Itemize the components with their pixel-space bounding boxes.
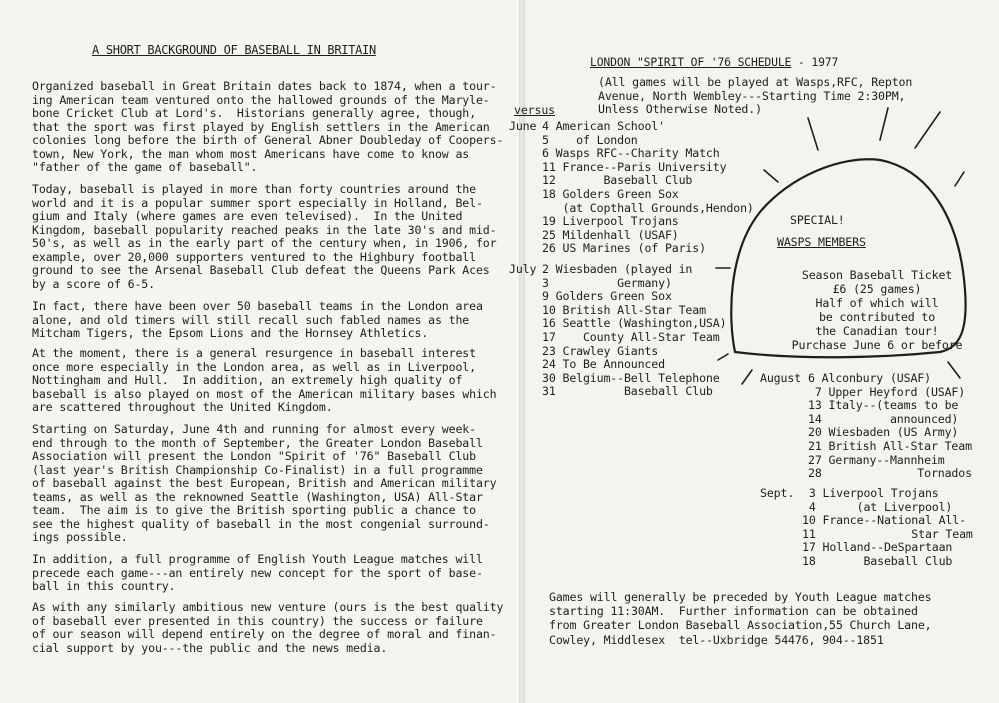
special-offer: Season Baseball Ticket £6 (25 games) Half of which will be contributed to the Canadian tour! Purchase June 6 or before (791, 268, 963, 352)
article-heading: A SHORT BACKGROUND OF BASEBALL IN BRITAIN (92, 43, 376, 57)
august-label: August (760, 371, 801, 385)
paragraph-london-teams: In fact, there have been over 50 baseball teams in the London area alone, and old timers will still recall such fabled names as the Mitcham Tigers, the Epsom Lions and the Hornsey Athletics. (32, 299, 483, 340)
paragraph-history: Organized baseball in Great Britain dates back to 1874, when a tour- ing American team ventured onto the hallowed grounds of the Maryle- bone Cricket Club at Lord's. Historians generally agree, though, that the sport was first played by English settlers in the American colonies long before the birth of General Abner Doubleday of Coopers- town, New York, the man whom most Americans have come to know as "father of the game of baseball". (32, 79, 504, 174)
paragraph-youth-league: In addition, a full programme of English Youth League matches will precede each game---an entirely new concept for the sport of base- ball in this country. (32, 552, 483, 593)
schedule-heading-title: LONDON "SPIRIT OF '76 SCHEDULE (590, 55, 792, 69)
july-label: July (509, 262, 537, 276)
june-games: 4 American School' 5 of London 6 Wasps RFC--Charity Match 11 France--Paris University 12 Baseball Club 18 Golders Green Sox (at Copthall Grounds,Hendon) 19 Liverpool Trojans 25 Mildenhall (USAF) 26 US Marines (of Paris) (542, 119, 754, 256)
paragraph-support: As with any similarly ambitious new venture (ours is the best quality of baseball ever presented in this country) the success or failure of our season will depend entirely on the degree of moral and finan- cial support by you---the public and the news media. (32, 600, 504, 655)
versus-label: versus (514, 103, 555, 117)
august-games: 6 Alconbury (USAF) 7 Upper Heyford (USAF) 13 Italy--(teams to be 14 announced) 20 Wiesbaden (US Army) 21 British All-Star Team 27 Germany--Mannheim 28 Tornados (808, 371, 972, 481)
paragraph-season: Starting on Saturday, June 4th and running for almost every week- end through to the month of September, the Greater London Baseball Association will present the London "Spirit of '76" Baseball Club (last year's British Championship Co-Finalist) in a full programme of baseball against the best European, British and American military teams, as well as the reknowned Seattle (Washington, USA) All-Star team. The aim is to give the British sporting public a chance to see the highest quality of baseball in the most congenial surround- ings possible. (32, 422, 497, 544)
schedule-footer: Games will generally be preceded by Youth League matches starting 11:30AM. Further information can be obtained from Greater London Baseball Association,55 Church Lane, Cowley, Middlesex tel--Uxbridge 54476, 904--1851 (549, 590, 932, 647)
june-label: June (509, 119, 537, 133)
special-subtitle: WASPS MEMBERS (777, 235, 866, 249)
schedule-heading-year: - 1977 (791, 55, 839, 69)
sept-label: Sept. (760, 486, 795, 500)
july-games: 2 Wiesbaden (played in 3 Germany) 9 Golders Green Sox 10 British All-Star Team 16 Seattle (Washington,USA) 17 County All-Star Team 23 Crawley Giants 24 To Be Announced 30 Belgium--Bell Telephone 31 Baseball Club (542, 262, 727, 399)
paragraph-today: Today, baseball is played in more than forty countries around the world and it is a popular summer sport especially in Holland, Bel- gium and Italy (where games are even televised). In the United Kingdom, baseball popularity reached peaks in the late 30's and mid- 50's, as well as in the early part of the century when, in 1906, for example, over 20,000 supporters ventured to the Highbury football ground to see the Arsenal Baseball Club defeat the Queens Park Aces by a score of 6-5. (32, 182, 497, 291)
schedule-heading (590, 56, 838, 70)
sept-games: 3 Liverpool Trojans 4 (at Liverpool) 10 France--National All- 11 Star Team 17 Holland--DeSpartaan 18 Baseball Club (802, 486, 973, 568)
special-title: SPECIAL! (790, 213, 845, 227)
schedule-intro: (All games will be played at Wasps,RFC, Repton Avenue, North Wembley---Starting Time 2:30PM, Unless Otherwise Noted.) (598, 75, 913, 117)
paragraph-resurgence: At the moment, there is a general resurgence in baseball interest once more especially in the London area, as well as in Liverpool, Nottingham and Hull. In addition, an extremely high quality of baseball is also played on most of the American military bases which are scattered throughout the United Kingdom. (32, 346, 497, 414)
